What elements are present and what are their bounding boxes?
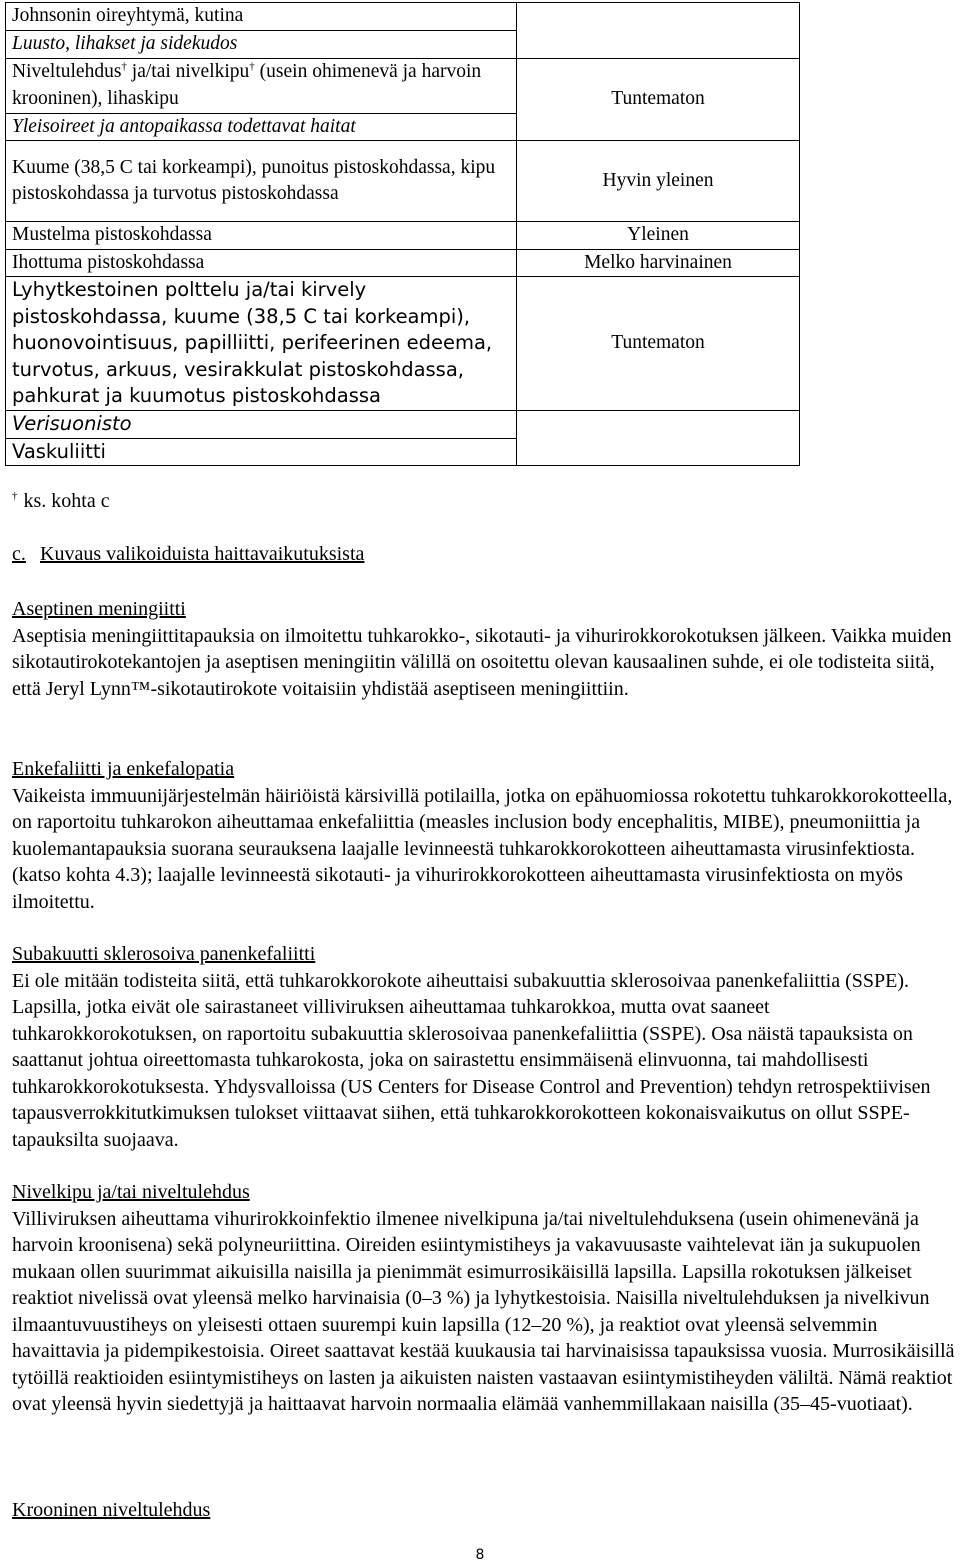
table-cell-text: (usein ohimenevä ja harvoin krooninen), lihaskipu: [12, 61, 482, 109]
subsection-aseptic-meningitis: [12, 596, 957, 702]
table-cell-label: Kuume (38,5 C tai korkeampi), punoitus pistoskohdassa, kipu pistoskohdassa ja turvotus pistoskohdassa: [6, 141, 517, 222]
table-cell-frequency: [517, 3, 800, 59]
section-letter: c.: [12, 543, 26, 565]
table-row: [6, 58, 800, 113]
table-cell-frequency: Melko harvinainen: [517, 249, 800, 277]
table-cell-label: Ihottuma pistoskohdassa: [6, 249, 517, 277]
subsection-chronic-arthritis: [12, 1497, 957, 1524]
table-cell-frequency: Tuntematon: [517, 277, 800, 411]
table-row: [6, 222, 800, 250]
dagger-mark: †: [249, 60, 255, 73]
table-class-heading: Verisuonisto: [6, 411, 517, 439]
table-cell-frequency: [517, 411, 800, 466]
table-cell-label: Mustelma pistoskohdassa: [6, 222, 517, 250]
table-row: [6, 3, 800, 31]
table-row: [6, 141, 800, 222]
subsection-arthralgia: [12, 1179, 957, 1418]
subsection-paragraph: Ei ole mitään todisteita siitä, että tuhkarokkorokote aiheuttaisi subakuuttia sklerosoivaa panenkefaliittia (SSPE). Lapsilla, jotka eivät ole sairastaneet villiviruksen aiheuttamaa tuhkarokkoa, mutta ovat saaneet tuhkarokkorokotuksen, on raportoitu subakuuttia sklerosoivaa panenkefaliittia (SSPE). Osa näistä tapauksista on saattanut johtua oireettomasta tuhkarokosta, joka on sairastettu ensimmäisenä elinvuonna, tai mahdollisesti tuhkarokkorokotuksesta. Yhdysvalloissa (US Centers for Disease Control and Prevention) tehdyn retrospektiivisen tapausverrokkitutkimuksen tulokset viittaavat siihen, että tuhkarokkorokotteen kokonaisvaikutus on ollut SSPE-tapauksilta suojaava.: [12, 969, 931, 1151]
table-row: [6, 277, 800, 411]
table-row: [6, 411, 800, 439]
table-row: [6, 249, 800, 277]
table-cell-frequency: Tuntematon: [517, 58, 800, 141]
table-footnote: [12, 490, 110, 513]
footnote-text: ks. kohta c: [23, 490, 110, 512]
table-cell-label: [6, 58, 517, 113]
subsection-heading: Subakuutti sklerosoiva panenkefaliitti: [12, 943, 316, 965]
table-class-heading: Yleisoireet ja antopaikassa todettavat haitat: [6, 113, 517, 141]
subsection-heading: Aseptinen meningiitti: [12, 598, 186, 620]
section-heading: [12, 543, 364, 566]
subsection-paragraph: Vaikeista immuunijärjestelmän häiriöistä kärsivillä potilailla, jotka on epähuomiossa rokotettu tuhkarokkorokotteella, on raportoitu tuhkarokon aiheuttamaa enkefaliittia (measles inclusion body encephalitis, MIBE), pneumoniittia ja kuolemantapauksia suorana seurauksena laajalle levinneestä tuhkarokkorokotteen aiheuttamasta virusinfektiosta. (katso kohta 4.3); laajalle levinneestä sikotauti- ja vihurirokkorokotteen aiheuttamasta virusinfektiosta on myös ilmoitettu.: [12, 784, 953, 913]
table-cell-label: Lyhytkestoinen polttelu ja/tai kirvely pistoskohdassa, kuume (38,5 C tai korkeampi), huonovointisuus, papilliitti, perifeerinen edeema, turvotus, arkuus, vesirakkulat pistoskohdassa, pahkurat ja kuumotus pistoskohdassa: [6, 277, 517, 411]
section-title: Kuvaus valikoiduista haittavaikutuksista: [40, 543, 365, 565]
table-cell-label: Johnsonin oireyhtymä, kutina: [6, 3, 517, 31]
adverse-reactions-table: [5, 2, 800, 466]
subsection-heading: Nivelkipu ja/tai niveltulehdus: [12, 1181, 250, 1203]
table-class-heading: Luusto, lihakset ja sidekudos: [6, 31, 517, 59]
table-cell-frequency: Hyvin yleinen: [517, 141, 800, 222]
subsection-heading: Enkefaliitti ja enkefalopatia: [12, 758, 235, 780]
table-cell-frequency: Yleinen: [517, 222, 800, 250]
page-number: 8: [475, 1547, 485, 1563]
subsection-encephalitis: [12, 756, 957, 915]
table-cell-label: Vaskuliitti: [6, 438, 517, 466]
dagger-mark: †: [121, 60, 127, 73]
subsection-heading: Krooninen niveltulehdus: [12, 1499, 211, 1521]
table-cell-text: ja/tai nivelkipu: [126, 61, 250, 82]
subsection-paragraph: Villiviruksen aiheuttama vihurirokkoinfektio ilmenee nivelkipuna ja/tai niveltulehduksena (usein ohimenevänä ja harvoin kroonisena) sekä polyneuriittina. Oireiden esiintymistiheys ja vakavuusaste vaihtelevat iän ja sukupuolen mukaan ollen suurimmat aikuisilla naisilla ja pienimmät esimurrosikäisillä lapsilla. Lapsilla rokotuksen jälkeiset reaktiot nivelissä ovat yleensä melko harvinaisia (0–3 %) ja lyhytkestoisia. Naisilla niveltulehduksen ja nivelkivun ilmaantuvuustiheys on yleisesti ottaen suurempi kuin lapsilla (12–20 %), ja reaktiot ovat yleensä selvemmin havaittavia ja pidempikestoisia. Oireet saattavat kestää kuukausia tai harvinaisissa tapauksissa vuosia. Murrosikäisillä tytöillä reaktioiden esiintymistiheys on lasten ja aikuisten naisten vastaavan esiintymistiheyden väliltä. Nämä reaktiot ovat yleensä hyvin siedettyjä ja haittaavat harvoin normaalia elämää vanhemmillakaan naisilla (35–45-vuotiaat).: [12, 1207, 955, 1415]
subsection-paragraph: Aseptisia meningiittitapauksia on ilmoitettu tuhkarokko-, sikotauti- ja vihurirokkorokotuksen jälkeen. Vaikka muiden sikotautirokotekantojen ja aseptisen meningiitin välillä on osoitettu olevan kausaalinen suhde, ei ole todisteita siitä, että Jeryl Lynn™-sikotautirokote voitaisiin yhdistää aseptiseen meningiittiin.: [12, 624, 952, 700]
dagger-mark: †: [12, 490, 18, 502]
table-cell-text: Niveltulehdus: [12, 61, 122, 82]
subsection-sspe: [12, 941, 957, 1153]
